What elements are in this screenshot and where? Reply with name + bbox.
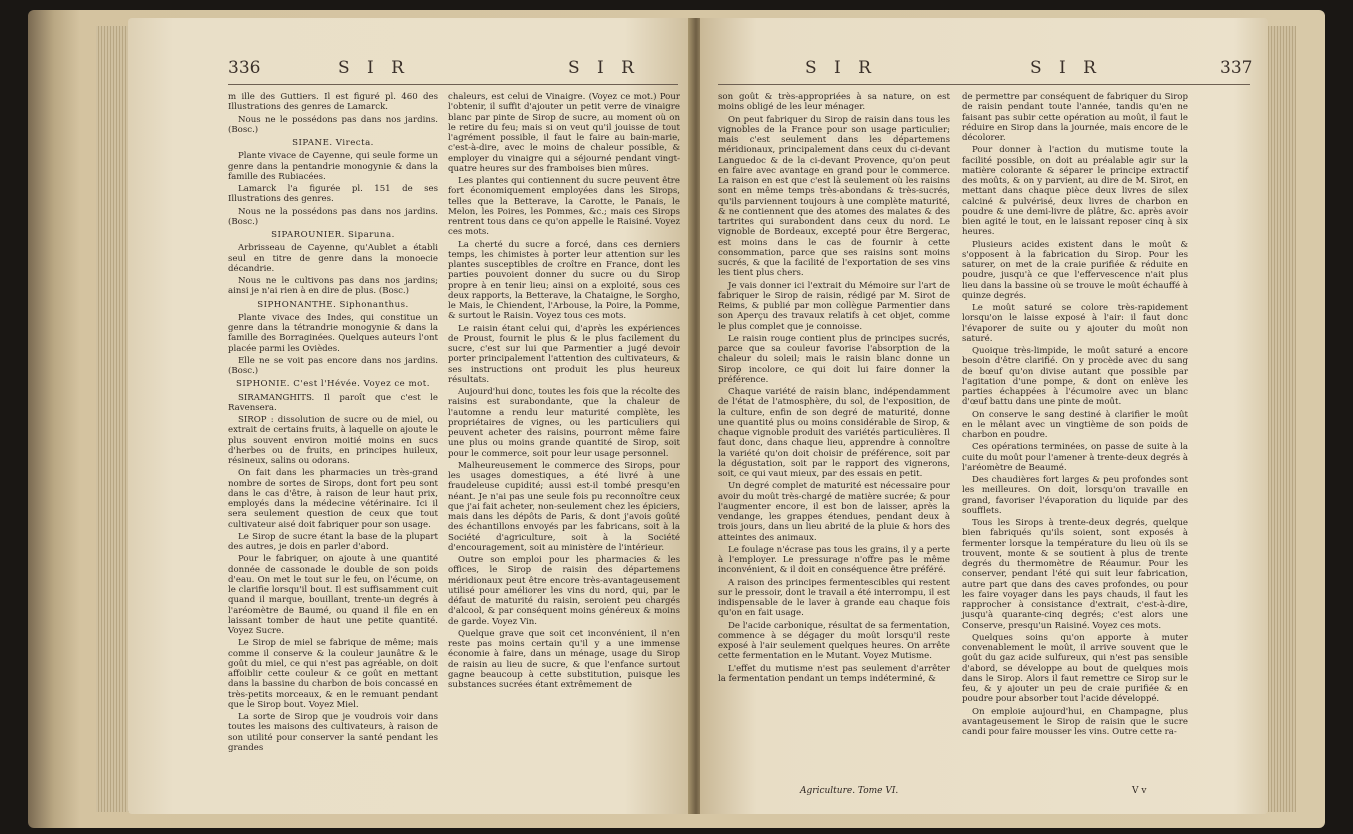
right-page-number: 337 xyxy=(1220,58,1253,78)
paragraph: Outre son emploi pour les pharmacies & les offices, le Sirop de raisin des départemens méridionaux peut être encore très-avantageusement utilisé pour améliorer les vins du nord, qui, par le défaut de maturité du raisin, seroient peu chargés d'alcool, & par conséquent moins généreux & moins de garde. Voyez Vin. xyxy=(448,555,680,627)
right-page-edges xyxy=(1266,26,1296,812)
right-running-head-2: S I R xyxy=(1030,58,1102,78)
paragraph: Quelque grave que soit cet inconvénient, il n'en reste pas moins certain qu'il y a une immense économie à faire, dans un ménage, usage du Sirop de raisin au lieu de sucre, & que l'enfance surtout gagne beaucoup à cette substitution, puisque les substances sucrées étant extrêmement de xyxy=(448,628,680,690)
paragraph: Pour le fabriquer, on ajoute à une quantité donnée de cassonade le double de son poids d'eau. On met le tout sur le feu, on l'écume, on le clarifie lorsqu'il bout. Il est suffisamment cuit quand il marque, bouillant, trente-un degrés à l'aréomètre de Baumé, ou quand il file en en laissant tomber de haut une petite quantité. Voyez Sucre. xyxy=(228,554,438,636)
entry-heading: SIPAROUNIER. Siparuna. xyxy=(271,230,395,240)
paragraph: de permettre par conséquent de fabriquer du Sirop de raisin pendant toute l'année, tandis qu'en ne faisant pas subir cette opération au moût, il faut le réduire en Sirop dans la journée, mais encore de le décolorer. xyxy=(962,92,1188,143)
right-running-head-1: S I R xyxy=(805,58,877,78)
paragraph: Les plantes qui contiennent du sucre peuvent être fort économiquement employées dans les Sirops, telles que la Betterave, la Carotte, le Panais, le Melon, les Poires, les Pommes, &c.; mais ces Sirops rentrent tous dans ce qu'on appelle le Raisiné. Voyez ces mots. xyxy=(448,176,680,238)
paragraph: A raison des principes fermentescibles qui restent sur le pressoir, dont le travail a été interrompu, il est indispensable de le laver à grande eau chaque fois qu'on en fait usage. xyxy=(718,577,950,619)
paragraph: On emploie aujourd'hui, en Champagne, plus avantageusement le Sirop de raisin que le sucre candi pour faire mousser les vins. Outre cette ra- xyxy=(962,706,1188,737)
entry-heading: SIPHONANTHE. Siphonanthus. xyxy=(257,299,409,310)
paragraph: chaleurs, est celui de Vinaigre. (Voyez ce mot.) Pour l'obtenir, il suffit d'ajouter un petit verre de vinaigre blanc par pinte de Sirop de sucre, au moment où on le retire du feu; mais si on veut qu'il jouisse de tout l'agrément possible, il faut le faire au bain-marie, c'est-à-dire, avec le moins de chaleur possible, & employer du vinaigre qui a séjourné pendant vingt-quatre heures sur des framboises bien mûres. xyxy=(448,92,680,174)
left-page-number: 336 xyxy=(228,58,261,78)
paragraph: son goût & très-appropriées à sa nature, on est moins obligé de les leur ménager. xyxy=(718,92,950,113)
paragraph: Arbrisseau de Cayenne, qu'Aublet a établi seul en titre de genre dans la monoecie décandrie. xyxy=(228,243,438,274)
paragraph: Elle ne se voit pas encore dans nos jardins. (Bosc.) xyxy=(228,355,438,376)
paragraph: Le Sirop de sucre étant la base de la plupart des autres, je dois en parler d'abord. xyxy=(228,531,438,552)
right-column-2 xyxy=(962,92,1188,739)
paragraph: Le moût saturé se colore très-rapidement lorsqu'on le laisse exposé à l'air: il faut donc l'évaporer de suite ou y ajouter du moût non saturé. xyxy=(962,303,1188,344)
paragraph: Nous ne le cultivons pas dans nos jardins; ainsi je n'ai rien à en dire de plus. (Bosc.) xyxy=(228,276,438,297)
paragraph: Lamarck l'a figurée pl. 151 de ses Illustrations des genres. xyxy=(228,184,438,205)
paragraph: Chaque variété de raisin blanc, indépendamment de l'état de l'atmosphère, du sol, de l'exposition, de la culture, enfin de son degré de maturité, donne une quantité plus ou moins considérable de Sirop, & chaque vignoble produit des variétés particulières. Il faut donc, dans chaque lieu, apprendre à connoître la variété qu'on doit choisir de préférence, soit par la dégustation, soit par le rapport des vignerons, soit, ce qui vaut mieux, par des essais en petit. xyxy=(718,387,950,479)
paragraph: Un degré complet de maturité est nécessaire pour avoir du moût très-chargé de matière sucrée; & pour l'augmenter encore, il est bon de laisser, après la vendange, les grappes étendues, pendant deux à trois jours, dans un lieu abrité de la pluie & hors des atteintes des animaux. xyxy=(718,481,950,543)
paragraph: On fait dans les pharmacies un très-grand nombre de sortes de Sirops, dont fort peu sont dans le cas d'être, à raison de leur haut prix, employés dans la médecine vétérinaire. Ici il sera seulement question de ceux que tout cultivateur aisé doit fabriquer pour son usage. xyxy=(228,468,438,530)
paragraph: De l'acide carbonique, résultat de sa fermentation, commence à se dégager du moût lorsqu'il reste exposé à l'air seulement quelques heures. On arrête cette fermentation en le Mutant. Voyez Mutisme. xyxy=(718,620,951,662)
paragraph: On peut fabriquer du Sirop de raisin dans tous les vignobles de la France pour son usage particulier; mais c'est seulement dans les départemens méridionaux, principalement dans ceux du ci-devant Languedoc & de la ci-devant Provence, qu'on peut en faire avec avantage en grand pour le commerce. La raison en est que c'est là seulement où les raisins sont en même temps très-abondans & très-sucrés, qu'ils parviennent toujours à une complète maturité, & ne contiennent que des atomes des malates & des tartrites qui surabondent dans ceux du nord. Le vignoble de Bordeaux, excepté pour être Bergerac, est moins dans le cas de fournir à cette consommation, parce que ses raisins sont moins sucrés, & que la facilité de l'exportation de ses vins les tient plus chers. xyxy=(718,114,950,279)
paragraph: Ces opérations terminées, on passe de suite à la cuite du moût pour l'amener à trente-deux degrés à l'aréomètre de Beaumé. xyxy=(962,442,1188,473)
paragraph: Nous ne la possédons pas dans nos jardins. (Bosc.) xyxy=(228,206,438,227)
entry-heading: SIPANE. Virecta. xyxy=(292,138,374,148)
paragraph: SIRAMANGHITS. Il paroît que c'est le Ravensera. xyxy=(228,392,438,413)
paragraph: On conserve le sang destiné à clarifier le moût en le mêlant avec un vingtième de son poids de charbon en poudre. xyxy=(962,409,1188,440)
right-page xyxy=(700,18,1268,814)
left-column-2 xyxy=(448,92,680,692)
paragraph: Des chaudières fort larges & peu profondes sont les meilleures. On doit, lorsqu'on travaille en grand, favoriser l'évaporation du liquide par des soufflets. xyxy=(962,475,1188,516)
left-page-edges xyxy=(96,26,130,812)
paragraph: La sorte de Sirop que je voudrois voir dans toutes les maisons des cultivateurs, à raison de son utilité pour conserver la santé pendant les grandes xyxy=(228,712,438,753)
paragraph: Nous ne le possédons pas dans nos jardins. (Bosc.) xyxy=(228,114,438,135)
paragraph: Je vais donner ici l'extrait du Mémoire sur l'art de fabriquer le Sirop de raisin, rédigé par M. Sirot de Reims, & publié par mon collègue Parmentier dans son Aperçu des travaux relatifs à cet objet, comme le plus complet que je connoisse. xyxy=(718,280,950,332)
paragraph: Pour donner à l'action du mutisme toute la facilité possible, on doit au préalable agir sur la matière colorante & séparer le principe extractif des moûts, & on y parvient, au dire de M. Sirot, en mettant dans chaque pièce deux livres de silex calciné & pulvérisé, deux livres de charbon en poudre & une demi-livre de plâtre, &c. après avoir bien agité le tout, en le laissant reposer cinq à six heures. xyxy=(962,145,1188,238)
paragraph: Le raisin étant celui qui, d'après les expériences de Proust, fournit le plus & le plus facilement du sucre, c'est sur lui que Parmentier a jugé devoir porter principalement l'attention des cultivateurs, & ses instructions ont produit les plus heureux résultats. xyxy=(448,323,680,385)
paragraph: Plante vivace de Cayenne, qui seule forme un genre dans la pentandrie monogynie & dans la famille des Rubiacées. xyxy=(228,151,438,182)
paragraph: m ille des Guttiers. Il est figuré pl. 460 des Illustrations des genres de Lamarck. xyxy=(228,92,438,113)
signature-line: Agriculture. Tome VI. xyxy=(800,786,899,796)
paragraph: Quoique très-limpide, le moût saturé a encore besoin d'être clarifié. On y procède avec du sang de bœuf qu'on divise autant que possible par l'agitation d'une pompe, & dont on enlève les parties échappées à l'écumoire avec un blanc d'œuf battu dans une pinte de moût. xyxy=(962,346,1188,408)
paragraph: Aujourd'hui donc, toutes les fois que la récolte des raisins est surabondante, que la chaleur de l'automne a rendu leur maturité complète, les propriétaires de vignes, ou les particuliers qui peuvent acheter des raisins, pourront même faire une plus ou moins grande quantité de Sirop, soit pour le commerce, soit pour leur usage personnel. xyxy=(448,387,680,459)
left-column-1 xyxy=(228,92,438,755)
left-running-head-1: S I R xyxy=(338,58,410,78)
paragraph: Malheureusement le commerce des Sirops, pour les usages domestiques, a été livré à une fraudeleuse cupidité; aussi est-il tombé presqu'en néant. Je n'ai pas une seule fois pu reconnoître ceux que j'ai fait acheter, non-seulement chez les épiciers, mais dans les dépôts de Paris, & dont j'avois goûté des échantillons envoyés par les fabricans, soit à la Société d'agriculture, soit à la Société d'encouragement, soit au ministère de l'intérieur. xyxy=(448,460,680,553)
paragraph: Quelques soins qu'on apporte à muter convenablement le moût, il arrive souvent que le goût du gaz acide sulfureux, qui n'est pas sensible d'abord, se développe au bout de quelques mois dans le Sirop. Alors il faut remettre ce Sirop sur le feu, & y ajouter un peu de craie purifiée & en poudre pour absorber tout l'acide développé. xyxy=(962,632,1188,705)
paragraph: Le raisin rouge contient plus de principes sucrés, parce que sa couleur favorise l'absorption de la chaleur du soleil; mais le raisin blanc donne un Sirop incolore, ce qui doit lui faire donner la préférence. xyxy=(718,333,950,385)
paragraph: Plante vivace des Indes, qui constitue un genre dans la tétrandrie monogynie & dans la famille des Borraginées. Quelques auteurs l'ont placée parmi les Ovièdes. xyxy=(228,312,438,354)
paragraph: Le Sirop de miel se fabrique de même; mais comme il conserve & la couleur jaunâtre & le goût du miel, ce qui n'est pas agréable, on doit affoiblir cette couleur & ce goût en mettant dans la bassine du charbon de bois concassé en très-petits morceaux, & en le remuant pendant que le Sirop bout. Voyez Miel. xyxy=(228,638,438,710)
right-header-rule xyxy=(718,84,1250,85)
entry-heading: SIPHONIE. C'est l'Hévée. Voyez ce mot. xyxy=(236,379,430,390)
left-header-rule xyxy=(228,84,678,85)
left-running-head-2: S I R xyxy=(568,58,640,78)
right-column-1 xyxy=(718,92,950,686)
paragraph: Le foulage n'écrase pas tous les grains, il y a perte à l'employer. Le pressurage n'offre pas le même inconvénient, & il doit en conséquence être préféré. xyxy=(718,544,950,576)
signature-mark: V v xyxy=(1132,786,1147,796)
paragraph: La cherté du sucre a forcé, dans ces derniers temps, les chimistes à porter leur attention sur les plantes susceptibles de croître en France, dont les parties pouvoient donner du sucre ou du Sirop propre à en tenir lieu; ainsi on a exploité, sous ces deux rapports, la Betterave, la Chataigne, le Sorgho, le Mais, le Chiendent, l'Arbouse, la Poire, la Pomme, & surtout le Raisin. Voyez tous ces mots. xyxy=(448,239,680,322)
paragraph: L'effet du mutisme n'est pas seulement d'arrêter la fermentation pendant un temps indéterminé, & xyxy=(718,663,950,684)
paragraph: Tous les Sirops à trente-deux degrés, quelque bien fabriqués qu'ils soient, sont exposés à fermenter lorsque la température du lieu où ils se trouvent, monte & se soutient à plus de trente degrés du thermomètre de Réaumur. Pour les conserver, pendant l'été qui suit leur fabrication, autre part que dans des caves profondes, ou pour les faire voyager dans les pays chauds, il faut les rapprocher à consistance d'extrait, c'est-à-dire, jusqu'à quarante-cinq degrés; c'est alors une Conserve, presqu'un Raisiné. Voyez ces mots. xyxy=(962,518,1188,631)
paragraph: Plusieurs acides existent dans le moût & s'opposent à la fabrication du Sirop. Pour les saturer, on met de la craie purifiée & réduite en poudre, jusqu'à ce que l'effervescence n'ait plus lieu dans la bassine où se trouve le moût échauffé à quinze degrés. xyxy=(962,239,1188,301)
paragraph: SIROP : dissolution de sucre ou de miel, ou extrait de certains fruits, à laquelle on ajoute le plus souvent environ moitié moins en sucs d'herbes ou de fruits, en principes huileux, résineux, salins ou odorans. xyxy=(228,415,438,466)
left-page xyxy=(128,18,692,814)
